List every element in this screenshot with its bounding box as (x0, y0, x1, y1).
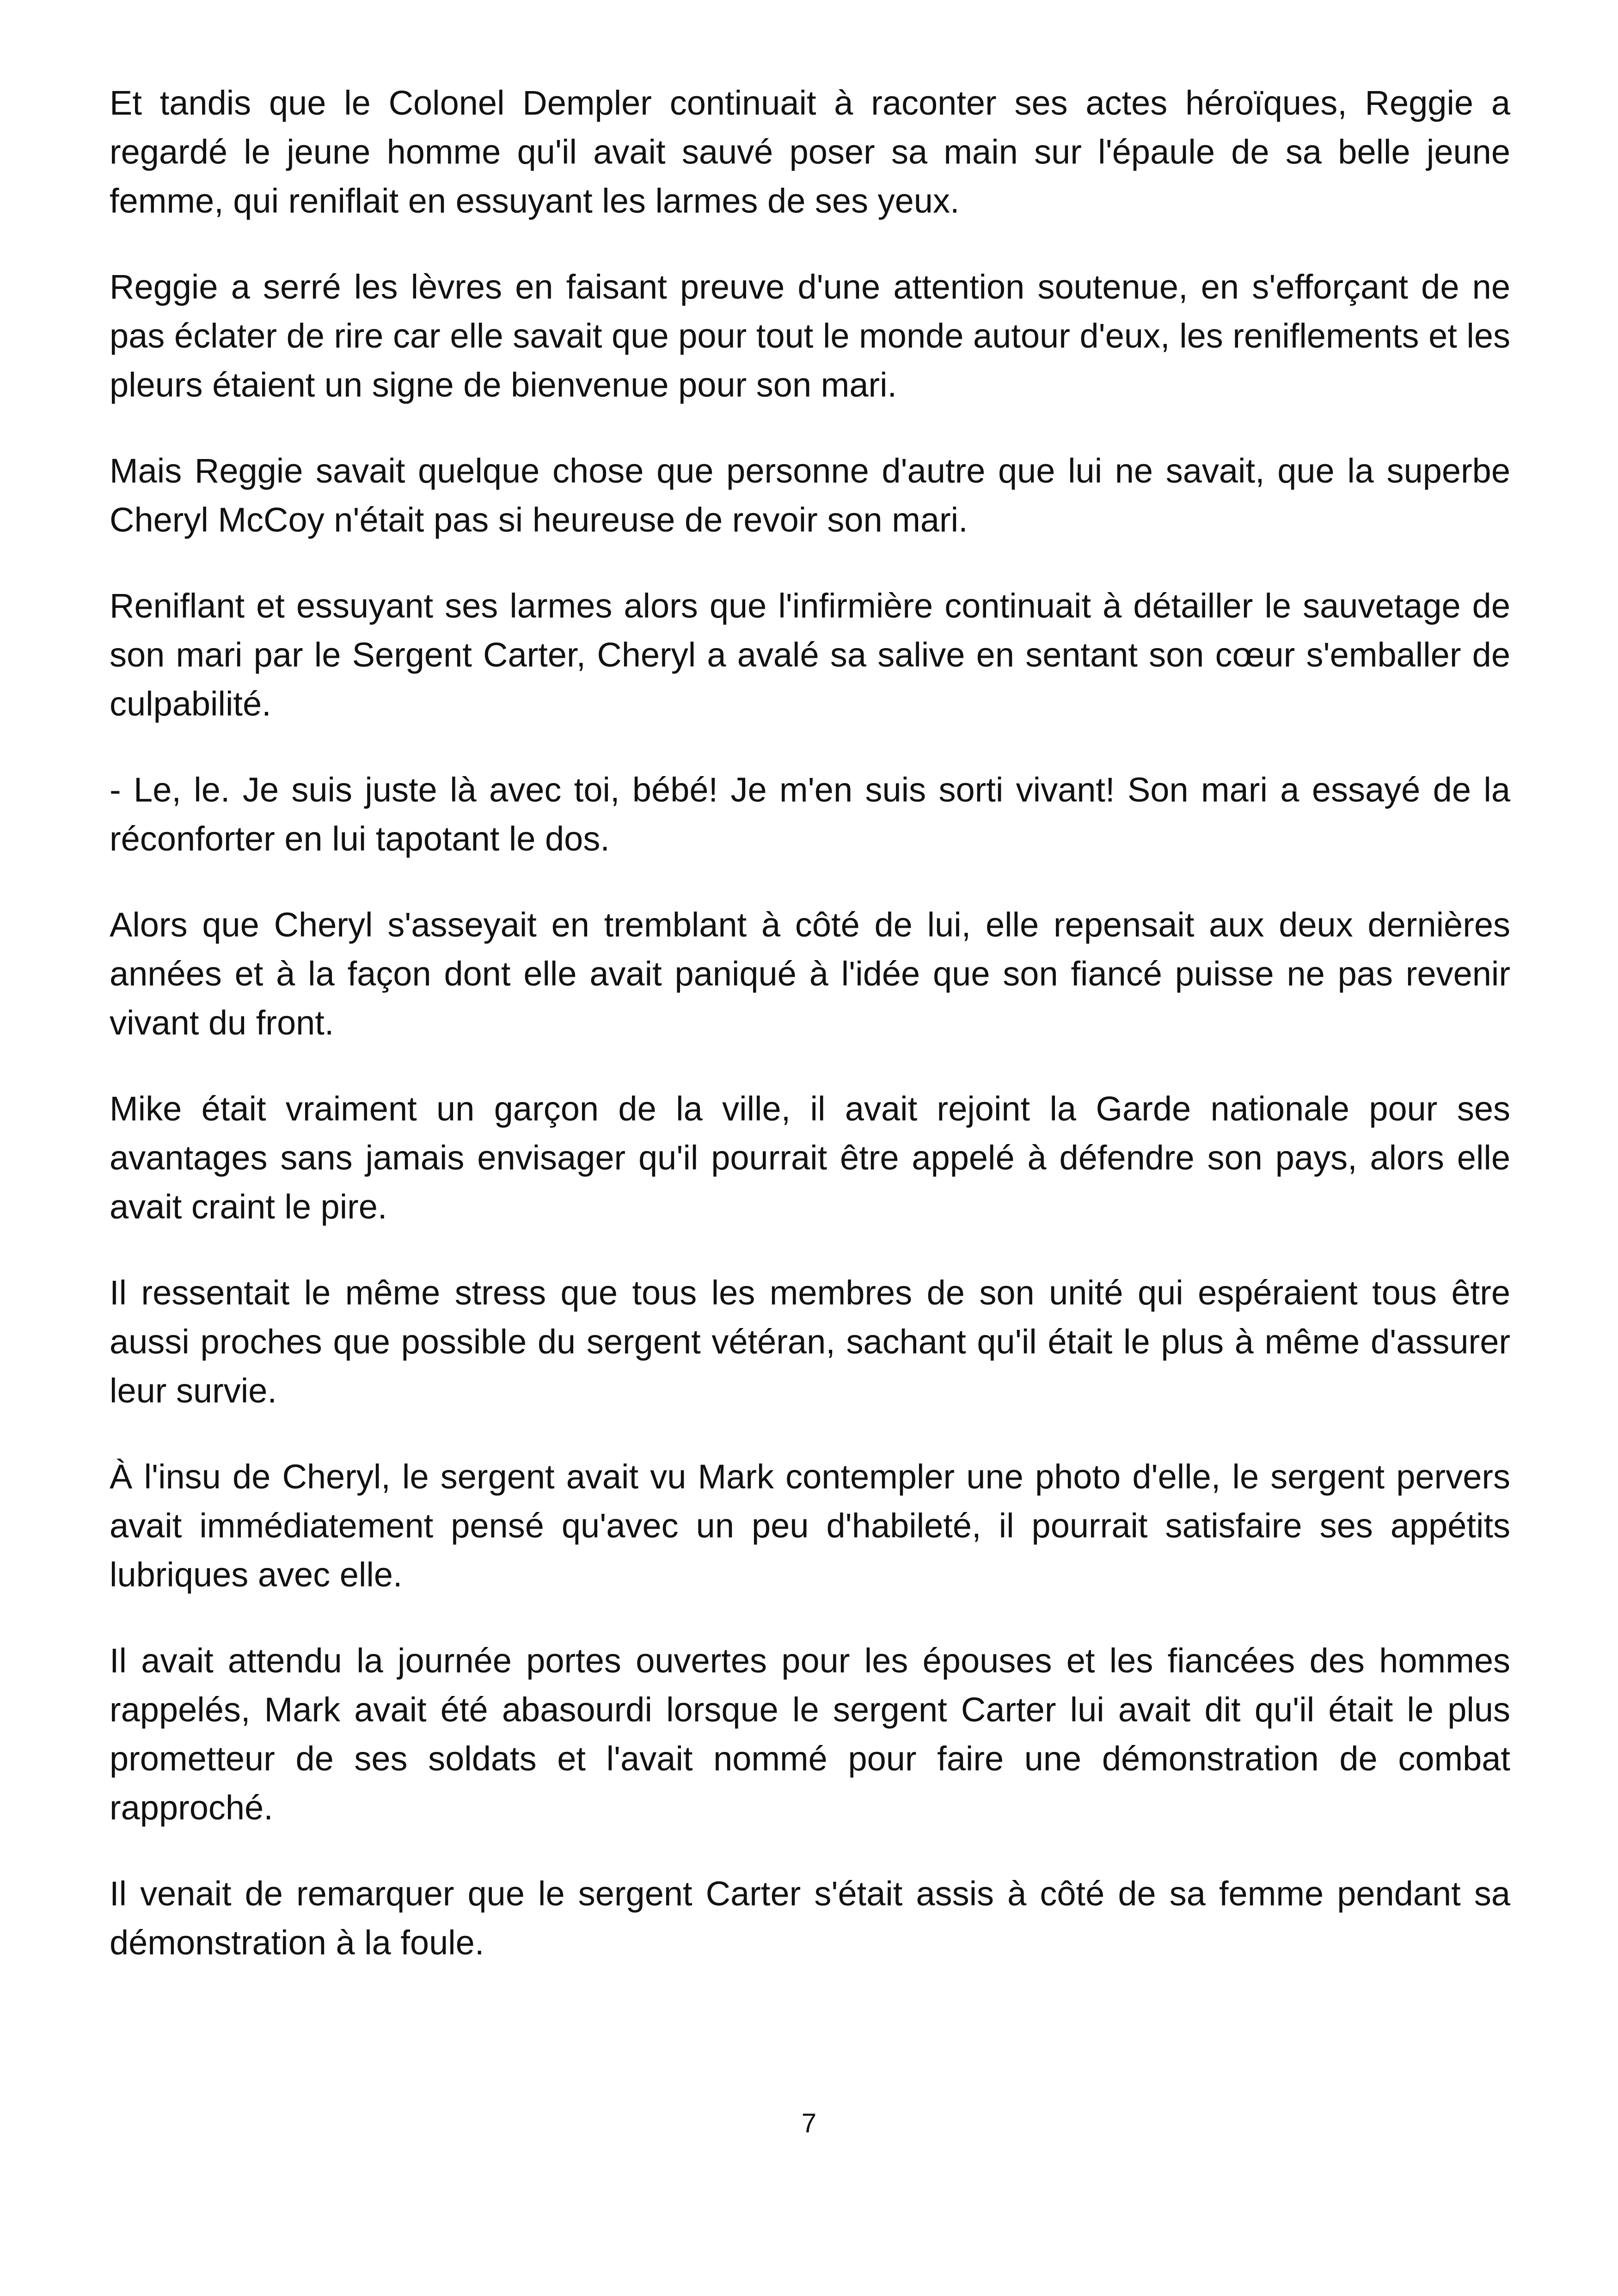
paragraph-10: Il avait attendu la journée portes ouvertes pour les épouses et les fiancées des hommes rappelés, Mark avait été abasourdi lorsque le sergent Carter lui avait dit qu'il était le plus prometteur de ses soldats et l'avait nommé pour faire une démonstration de combat rapproché. (110, 1641, 1510, 1827)
paragraph-11: Il venait de remarquer que le sergent Carter s'était assis à côté de sa femme pendant sa démonstration à la foule. (110, 1874, 1510, 1962)
paragraph-1: Et tandis que le Colonel Dempler continuait à raconter ses actes héroïques, Reggie a regardé le jeune homme qu'il avait sauvé poser sa main sur l'épaule de sa belle jeune femme, qui reniflait en essuyant les larmes de ses yeux. (110, 84, 1510, 220)
paragraph-8: Il ressentait le même stress que tous les membres de son unité qui espéraient tous être aussi proches que possible du sergent vétéran, sachant qu'il était le plus à même d'assurer leur survie. (110, 1274, 1510, 1410)
paragraph-3: Mais Reggie savait quelque chose que personne d'autre que lui ne savait, que la superbe Cheryl McCoy n'était pas si heureuse de revoir son mari. (110, 452, 1510, 539)
paragraph-4: Reniflant et essuyant ses larmes alors que l'infirmière continuait à détailler le sauvetage de son mari par le Sergent Carter, Cheryl a avalé sa salive en sentant son cœur s'emballer de culpabilité. (110, 587, 1510, 723)
paragraph-9: À l'insu de Cheryl, le sergent avait vu Mark contempler une photo d'elle, le sergent pervers avait immédiatement pensé qu'avec un peu d'habileté, il pourrait satisfaire ses appétits lubriques avec elle. (110, 1457, 1510, 1594)
paragraph-2: Reggie a serré les lèvres en faisant preuve d'une attention soutenue, en s'efforçant de ne pas éclater de rire car elle savait que pour tout le monde autour d'eux, les reniflements et les pleurs étaient un signe de bienvenue pour son mari. (110, 268, 1510, 404)
paragraph-7: Mike était vraiment un garçon de la ville, il avait rejoint la Garde nationale pour ses avantages sans jamais envisager qu'il pourrait être appelé à défendre son pays, alors elle avait craint le pire. (110, 1090, 1510, 1226)
body-text (110, 79, 1510, 2004)
paragraph-5: - Le, le. Je suis juste là avec toi, bébé! Je m'en suis sorti vivant! Son mari a essayé de la réconforter en lui tapotant le dos. (110, 771, 1510, 858)
page-number: 7 (801, 2108, 817, 2138)
paragraph-6: Alors que Cheryl s'asseyait en tremblant à côté de lui, elle repensait aux deux dernières années et à la façon dont elle avait paniqué à l'idée que son fiancé puisse ne pas revenir vivant du front. (110, 906, 1510, 1042)
